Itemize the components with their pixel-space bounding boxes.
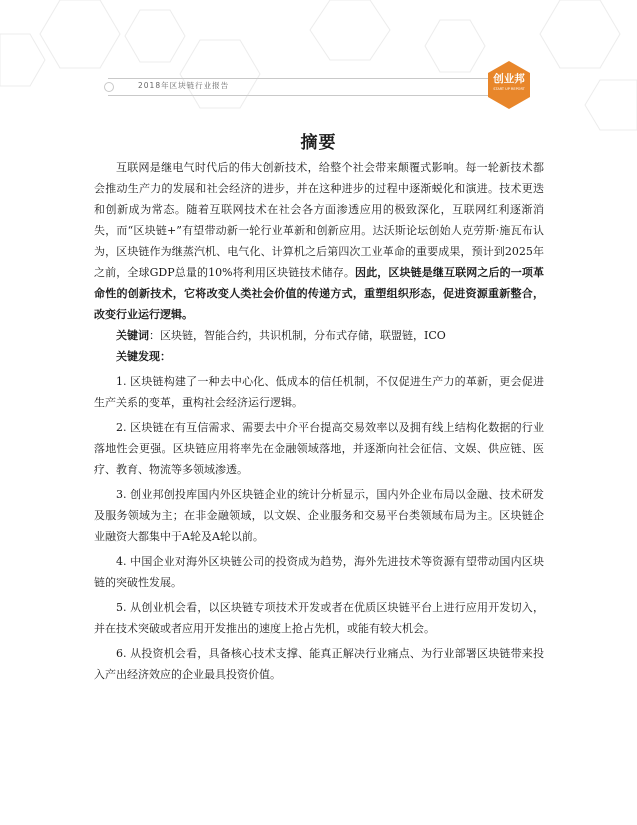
brand-logo-subtext: START UP REPORT [493, 87, 525, 91]
keywords-label: 关键词 [116, 329, 149, 342]
keywords-text: ：区块链，智能合约，共识机制，分布式存储，联盟链，ICO [149, 329, 446, 342]
brand-logo-text: 创业邦 [493, 73, 525, 85]
keywords-line [94, 325, 544, 346]
findings-label: 关键发现： [116, 350, 171, 363]
abstract-title: 摘要 [300, 133, 337, 153]
finding-item: 2. 区块链在有互信需求、需要去中介平台提高交易效率以及拥有线上结构化数据的行业落地性会更强。区块链应用将率先在金融领域落地，并逐渐向社会征信、文娱、供应链、医疗、教育、物流等多领域渗透。 [94, 421, 544, 476]
finding-item: 3. 创业邦创投库国内外区块链企业的统计分析显示，国内外企业布局以金融、技术研发及服务领域为主；在非金融领域，以文娱、企业服务和交易平台类领域布局为主。区块链企业融资大都集中于A轮及A轮以前。 [94, 488, 544, 543]
header-report-title: 2018年区块链行业报告 [138, 81, 230, 90]
abstract-conclusion: 因此，区块链是继互联网之后的一项革命性的创新技术，它将改变人类社会价值的传递方式，重塑组织形态，促进资源重新整合，改变行业运行逻辑。 [94, 266, 544, 321]
finding-item: 1. 区块链构建了一种去中心化、低成本的信任机制，不仅促进生产力的革新，更会促进生产关系的变革，重构社会经济运行逻辑。 [94, 375, 544, 409]
hexagon-pattern-decoration [0, 0, 637, 140]
finding-item: 6. 从投资机会看，具备核心技术支撑、能真正解决行业痛点、为行业部署区块链带来投入产出经济效应的企业最具投资价值。 [94, 647, 544, 681]
abstract-body [94, 157, 544, 685]
finding-item: 4. 中国企业对海外区块链公司的投资成为趋势，海外先进技术等资源有望带动国内区块链的突破性发展。 [94, 555, 544, 589]
finding-item: 5. 从创业机会看，以区块链专项技术开发或者在优质区块链平台上进行应用开发切入，并在技术突破或者应用开发推出的速度上抢占先机，或能有较大机会。 [94, 601, 544, 635]
header-dot [104, 82, 114, 92]
abstract-paragraph [94, 157, 544, 325]
abstract-intro: 互联网是继电气时代后的伟大创新技术，给整个社会带来颠覆式影响。每一轮新技术都会推动生产力的发展和社会经济的进步，并在这种进步的过程中逐渐蜕化和演进。技术更迭和创新成为常态。随着互联网技术在社会各方面渗透应用的极致深化，互联网红利逐渐消失，而“区块链+”有望带动新一轮行业革新和创新应用。达沃斯论坛创始人克劳斯·施瓦布认为，区块链作为继蒸汽机、电气化、计算机之后第四次工业革命的重要成果，预计到2025年之前，全球GDP总量的10%将利用区块链技术储存。 [94, 161, 544, 279]
findings-heading [94, 346, 544, 367]
